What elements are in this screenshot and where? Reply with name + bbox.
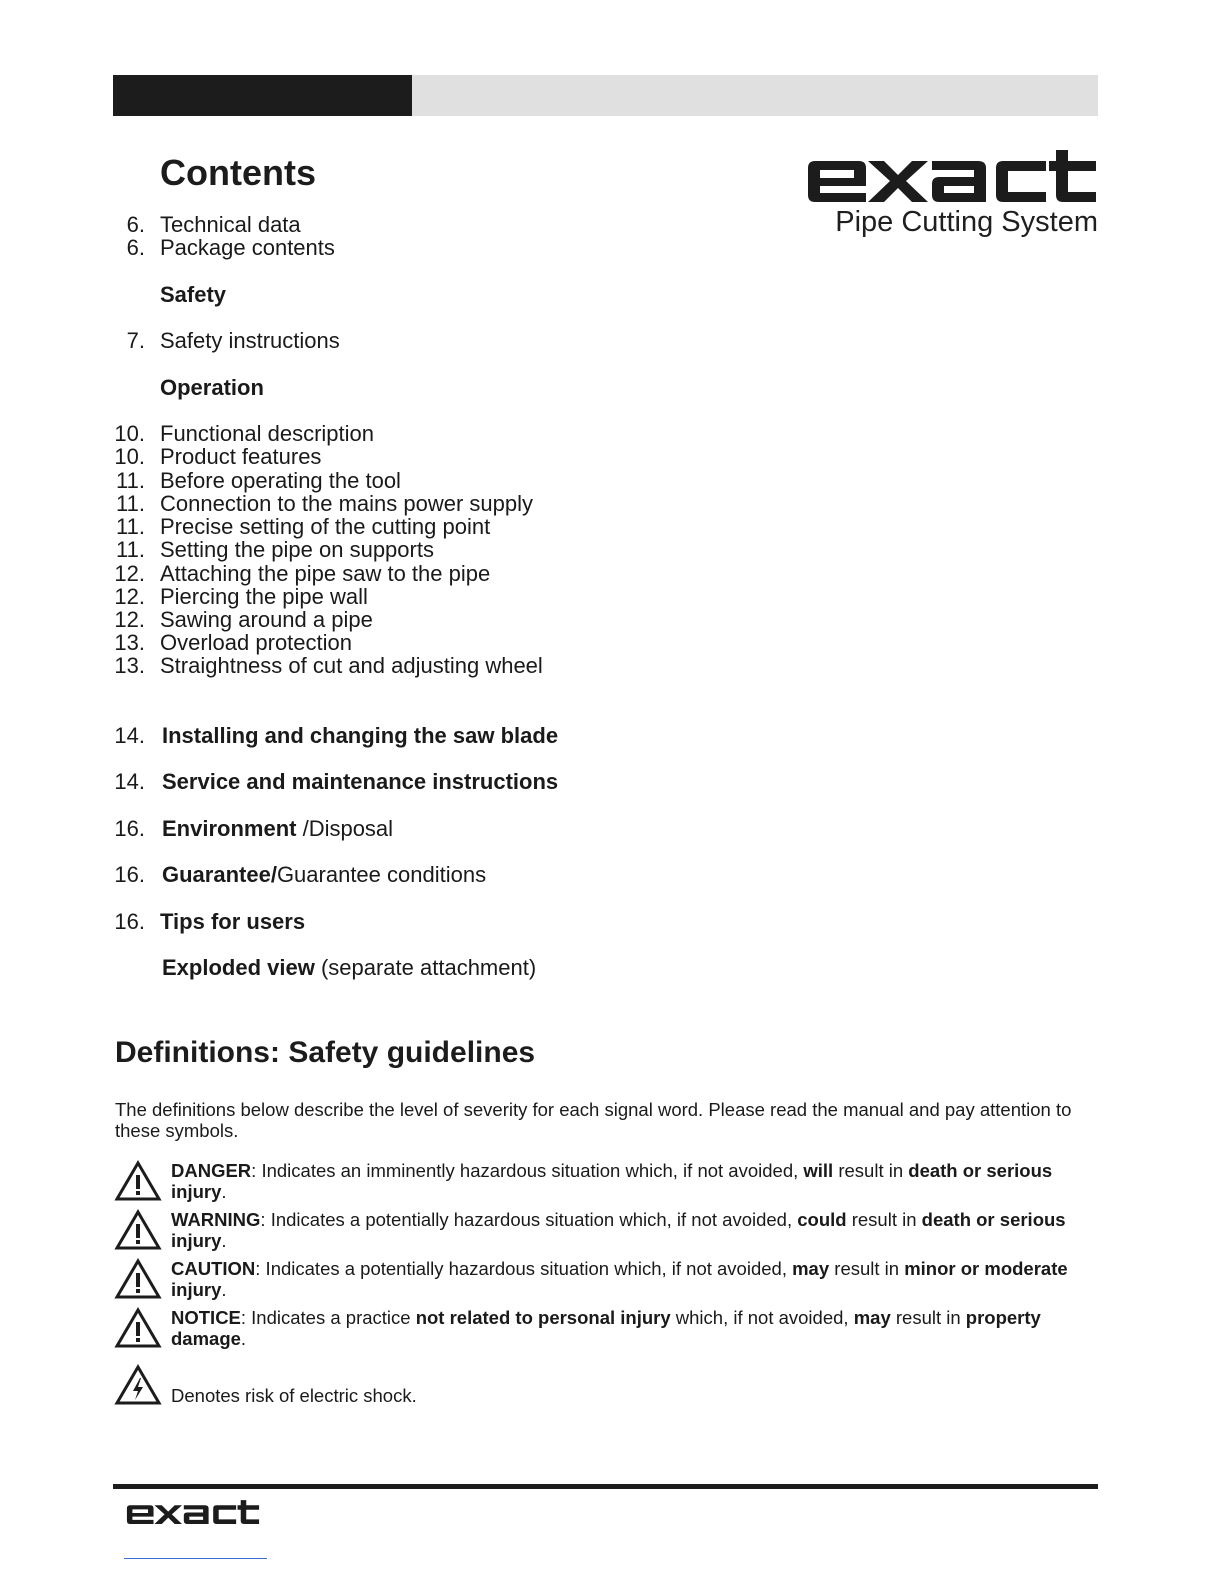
definition-emphasis: death or serious injury — [171, 1160, 1053, 1202]
footer-rule — [113, 1484, 1098, 1489]
warning-triangle-icon — [114, 1258, 162, 1300]
definition-text: result in — [829, 1258, 905, 1279]
toc-title: Product features — [160, 444, 322, 469]
definition-emphasis: property damage — [171, 1307, 1041, 1349]
toc-page-number: 12. — [114, 584, 145, 609]
toc-title: Overload protection — [160, 630, 352, 655]
definition-text: result in — [833, 1160, 909, 1181]
definition-text: Denotes risk of electric shock. — [171, 1385, 417, 1406]
footer-exact-logo — [126, 1499, 260, 1527]
toc-page-number: 11. — [116, 537, 145, 562]
toc-page-number: 11. — [116, 468, 145, 493]
toc-page-number: 14. — [114, 769, 145, 794]
warning-triangle-icon — [114, 1160, 162, 1202]
signal-word: DANGER — [171, 1160, 252, 1181]
toc-title: Connection to the mains power supply — [160, 491, 533, 516]
toc-section-operation: Operation — [160, 375, 264, 400]
definition-emphasis: may — [853, 1307, 891, 1328]
definition-text: result in — [846, 1209, 922, 1230]
warning-triangle-icon — [114, 1209, 162, 1251]
signal-word: WARNING — [171, 1209, 261, 1230]
toc-page-number: 16. — [114, 816, 145, 841]
toc-title-bold: Installing and changing the saw blade — [162, 723, 559, 748]
definition-text: : Indicates an imminently hazardous situation which, if not avoided, — [251, 1160, 804, 1181]
electric-shock-icon — [114, 1364, 162, 1406]
definition-text: . — [221, 1279, 227, 1300]
toc-title: Functional description — [160, 421, 375, 446]
definitions-title: Definitions: Safety guidelines — [115, 1036, 536, 1069]
definition-emphasis: could — [797, 1209, 847, 1230]
header-bar-tab — [113, 75, 412, 116]
toc-page-number: 6. — [126, 212, 145, 237]
definition-emphasis: death or serious injury — [171, 1209, 1066, 1251]
toc-title: Precise setting of the cutting point — [160, 514, 491, 539]
toc-title: Attaching the pipe saw to the pipe — [160, 561, 491, 586]
toc-title: Safety instructions — [160, 328, 340, 353]
signal-word: CAUTION — [171, 1258, 256, 1279]
toc-page-number: 16. — [114, 862, 145, 887]
definition-emphasis: may — [792, 1258, 830, 1279]
definition-text: . — [240, 1328, 247, 1349]
exact-logo-wordmark — [806, 148, 1098, 208]
toc-title: Package contents — [160, 235, 335, 260]
definition-emphasis: will — [803, 1160, 834, 1181]
warning-triangle-icon — [114, 1307, 162, 1349]
toc-title: Setting the pipe on supports — [160, 537, 434, 562]
definition-text: which, if not avoided, — [670, 1307, 854, 1328]
toc-page-number: 13. — [114, 630, 145, 655]
toc-page-number: 12. — [114, 561, 145, 586]
toc-page-number: 7. — [126, 328, 145, 353]
toc-title-bold: Service and maintenance instructions — [162, 769, 559, 794]
definition-text: . — [221, 1230, 227, 1251]
definition-text: : Indicates a practice — [240, 1307, 416, 1328]
toc-page-number: 13. — [114, 653, 145, 678]
toc-title: Straightness of cut and adjusting wheel — [160, 653, 543, 678]
toc-page-number: 6. — [126, 235, 145, 260]
definition-emphasis: minor or moderate injury — [171, 1258, 1068, 1300]
toc-title-bold: Guarantee/ — [162, 862, 277, 887]
toc-page-number: 11. — [116, 514, 145, 539]
toc-title: Piercing the pipe wall — [160, 584, 368, 609]
definition-text: . — [221, 1181, 227, 1202]
toc-title: Technical data — [160, 212, 301, 237]
toc-page-number: 11. — [116, 491, 145, 516]
toc-title: Sawing around a pipe — [160, 607, 373, 632]
toc-page-number: 10. — [114, 444, 145, 469]
definition-text: result in — [890, 1307, 966, 1328]
footer-link-underline[interactable] — [124, 1558, 267, 1559]
signal-word: NOTICE — [171, 1307, 241, 1328]
toc-section-safety: Safety — [160, 282, 227, 307]
definition-emphasis: not related to personal injury — [415, 1307, 671, 1328]
toc-title-bold: Tips for users — [160, 909, 306, 934]
contents-title: Contents — [160, 152, 316, 193]
brand-subtitle: Pipe Cutting System — [835, 206, 1098, 238]
toc-title-rest: (separate attachment) — [314, 955, 537, 980]
toc-page-number: 16. — [114, 909, 145, 934]
toc-title-rest: Guarantee conditions — [276, 862, 487, 887]
header-bar — [113, 75, 1098, 116]
toc-page-number: 12. — [114, 607, 145, 632]
toc-title-bold: Environment — [162, 816, 303, 841]
toc-title-bold: Exploded view — [162, 955, 315, 980]
definitions-intro: The definitions below describe the level of severity for each signal word. Please read the manual and pay attention to these symbols. — [115, 1099, 1072, 1141]
brand-logo — [806, 148, 1098, 238]
definition-text: : Indicates a potentially hazardous situation which, if not avoided, — [255, 1258, 793, 1279]
toc-title-rest: /Disposal — [302, 816, 394, 841]
toc-title: Before operating the tool — [160, 468, 401, 493]
toc-page-number: 14. — [114, 723, 145, 748]
definition-text: : Indicates a potentially hazardous situation which, if not avoided, — [260, 1209, 798, 1230]
toc-page-number: 10. — [114, 421, 145, 446]
